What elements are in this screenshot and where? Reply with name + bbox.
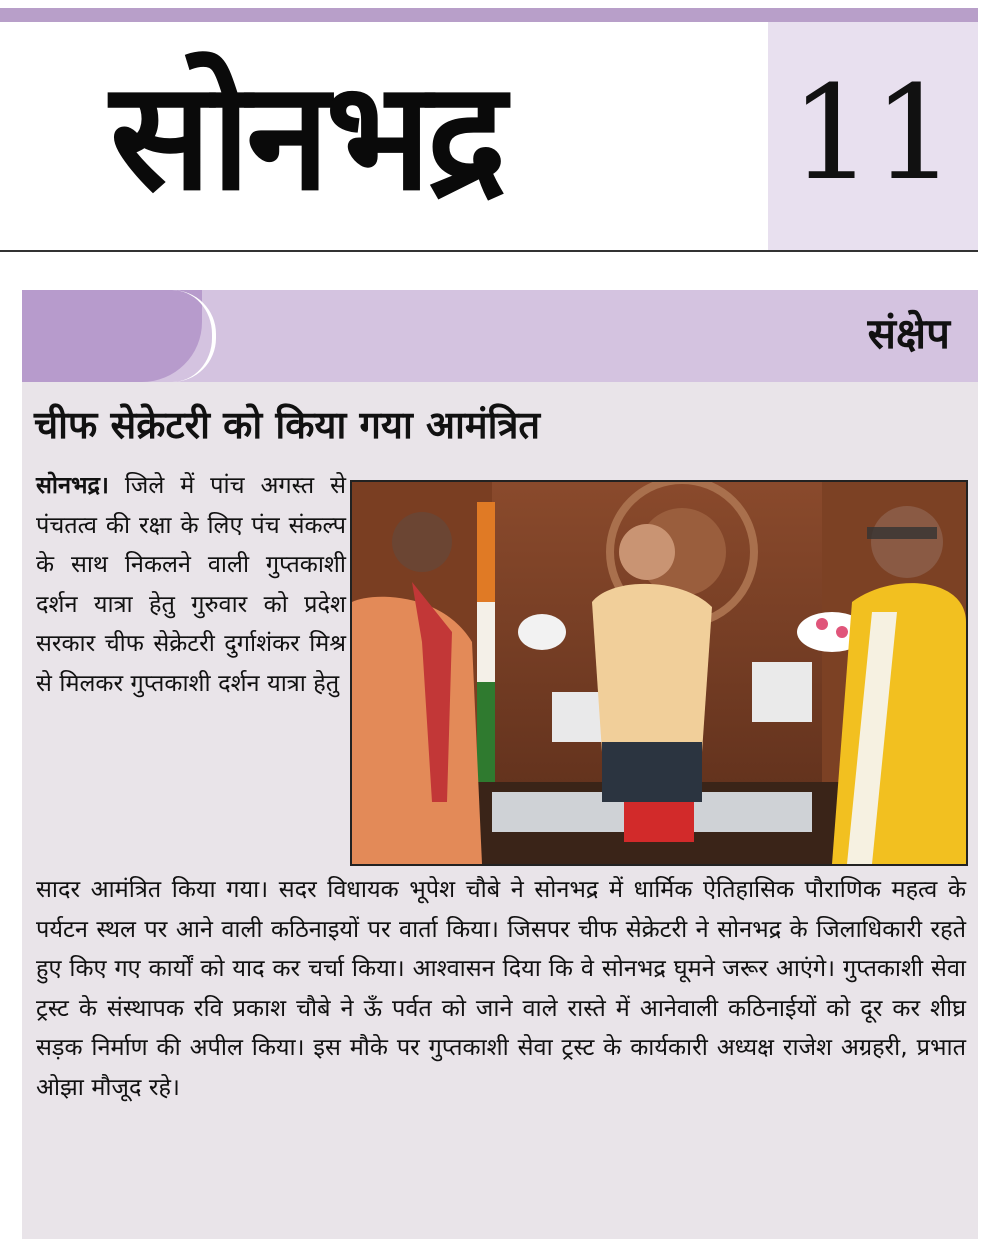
section-band-curve xyxy=(172,290,216,382)
masthead-rule xyxy=(0,250,978,252)
masthead-title: सोनभद्र xyxy=(110,50,503,224)
article-dateline: सोनभद्र। xyxy=(36,471,109,499)
page-number: 11 xyxy=(790,57,956,209)
page-number-box xyxy=(768,22,978,250)
article-column-text: जिले में पांच अगस्त से पंचतत्व की रक्षा के लिए पंच संकल्प के साथ निकलने वाली गुप्तकाशी दर्शन यात्रा हेतु गुरुवार को प्रदेश सरकार चीफ सेक्रेटरी दुर्गाशंकर मिश्र से मिलकर गुप्तकाशी दर्शन यात्रा हेतु xyxy=(36,471,346,697)
section-band xyxy=(22,290,978,382)
article-column xyxy=(36,466,346,704)
masthead xyxy=(0,22,978,250)
article-body: सादर आमंत्रित किया गया। सदर विधायक भूपेश चौबे ने सोनभद्र में धार्मिक ऐतिहासिक पौराणिक महत्व के पर्यटन स्थल पर आने वाली कठिनाइयों पर वार्ता किया। जिसपर चीफ सेक्रेटरी ने सोनभद्र के जिलाधिकारी रहते हुए किए गए कार्यों को याद कर चर्चा किया। आश्वासन दिया कि वे सोनभद्र घूमने जरूर आएंगे। गुप्तकाशी सेवा ट्रस्ट के संस्थापक रवि प्रकाश चौबे ने ऊँ पर्वत को जाने वाले रास्ते में आनेवाली कठिनाईयों को दूर कर शीघ्र सड़क निर्माण की अपील किया। इस मौके पर गुप्तकाशी सेवा ट्रस्ट के कार्यकारी अध्यक्ष राजेश अग्रहरी, प्रभात ओझा मौजूद रहे। xyxy=(36,875,966,1101)
article-headline: चीफ सेक्रेटरी को किया गया आमंत्रित xyxy=(34,403,541,447)
photo-illustration xyxy=(352,482,966,864)
news-photo xyxy=(350,480,968,866)
top-stripe xyxy=(0,8,978,22)
section-label: संक्षेप xyxy=(867,309,950,358)
news-brief xyxy=(22,290,978,1239)
